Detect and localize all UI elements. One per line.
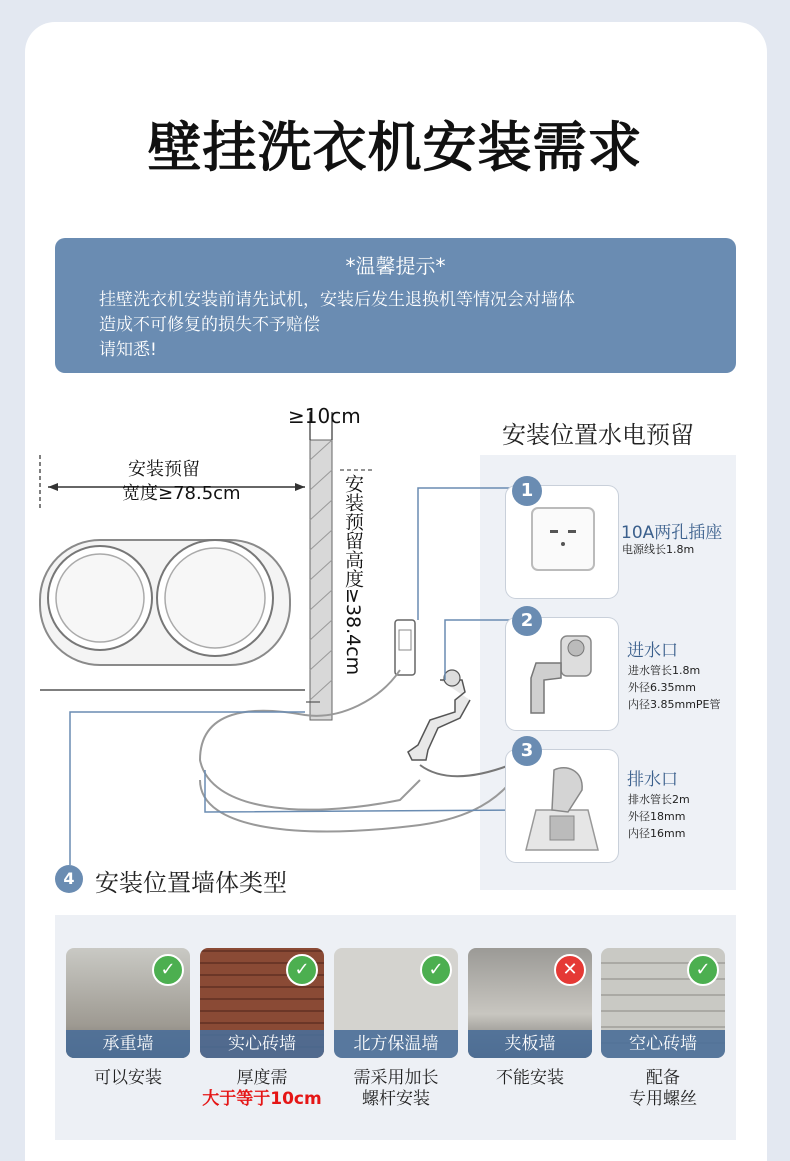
connector-4 <box>70 712 305 865</box>
height-label: 安装预留高度≥38.4cm <box>342 474 364 676</box>
item-1-name: 10A两孔插座 <box>621 523 723 543</box>
wall-note-1: 可以安装 <box>94 1068 162 1088</box>
width-label-2: 宽度≥78.5cm <box>122 483 241 504</box>
wall-label: 实心砖墙 <box>200 1030 324 1058</box>
drain-tile <box>506 750 618 862</box>
wall-note <box>601 1068 725 1110</box>
wall-label: 夹板墙 <box>468 1030 592 1058</box>
walltype-panel <box>55 915 736 1140</box>
wall-note <box>334 1068 458 1110</box>
check-icon: ✓ <box>286 954 318 986</box>
cross-icon: ✕ <box>554 954 586 986</box>
faucet <box>408 680 470 760</box>
wall-note-2: 大于等于10cm <box>202 1089 322 1109</box>
drain-icon <box>506 750 618 862</box>
notice-text <box>99 288 575 363</box>
item-3-name: 排水口 <box>627 770 678 790</box>
wall-note <box>200 1068 324 1110</box>
width-label-1: 安装预留 <box>128 459 200 480</box>
gap-label: ≥10cm <box>288 404 361 428</box>
wall-label: 承重墙 <box>66 1030 190 1058</box>
wall-note <box>66 1068 190 1089</box>
notice-box <box>55 238 736 373</box>
item-2-detail-2: 外径6.35mm <box>628 681 696 694</box>
wall-note-2: 专用螺丝 <box>629 1089 697 1109</box>
badge-4: 4 <box>55 865 83 893</box>
page-title: 壁挂洗衣机安装需求 <box>147 116 643 179</box>
notice-line3: 请知悉! <box>99 340 157 360</box>
connector-1 <box>418 488 512 620</box>
badge-2: 2 <box>512 606 542 636</box>
badge-3: 3 <box>512 736 542 766</box>
reserve-title: 安装位置水电预留 <box>502 421 694 449</box>
notice-heading: *温馨提示* <box>345 254 446 278</box>
item-3-detail-1: 排水管长2m <box>628 793 690 806</box>
wall-label: 空心砖墙 <box>601 1030 725 1058</box>
notice-line2: 造成不可修复的损失不予赔偿 <box>99 315 320 335</box>
item-2-detail-1: 进水管长1.8m <box>628 664 701 677</box>
wall-note-1: 配备 <box>646 1068 680 1088</box>
wall-plywood <box>468 948 592 1058</box>
wall-note-1: 需采用加长 <box>353 1068 439 1088</box>
wall-note-1: 不能安装 <box>496 1068 564 1088</box>
item-2-detail-3: 内径3.85mmPE管 <box>628 698 721 711</box>
wall-note-2: 螺杆安装 <box>362 1089 430 1109</box>
item-2-name: 进水口 <box>627 641 678 661</box>
wall-section <box>310 440 332 720</box>
notice-line1: 挂壁洗衣机安装前请先试机，安装后发生退换机等情况会对墙体 <box>99 290 575 310</box>
check-icon: ✓ <box>420 954 452 986</box>
wall-hollow-brick <box>601 948 725 1058</box>
item-1-detail: 电源线长1.8m <box>622 543 695 556</box>
wall-note <box>468 1068 592 1089</box>
drain-hose <box>200 770 520 831</box>
wall-insulated <box>334 948 458 1058</box>
wall-bearing <box>66 948 190 1058</box>
item-3-detail-2: 外径18mm <box>628 810 686 823</box>
badge-1: 1 <box>512 476 542 506</box>
wall-solid-brick <box>200 948 324 1058</box>
walltype-title: 安装位置墙体类型 <box>95 869 287 897</box>
wall-label: 北方保温墙 <box>334 1030 458 1058</box>
check-icon: ✓ <box>152 954 184 986</box>
item-3-detail-3: 内径16mm <box>628 827 686 840</box>
check-icon: ✓ <box>687 954 719 986</box>
wall-note-1: 厚度需 <box>236 1068 288 1088</box>
